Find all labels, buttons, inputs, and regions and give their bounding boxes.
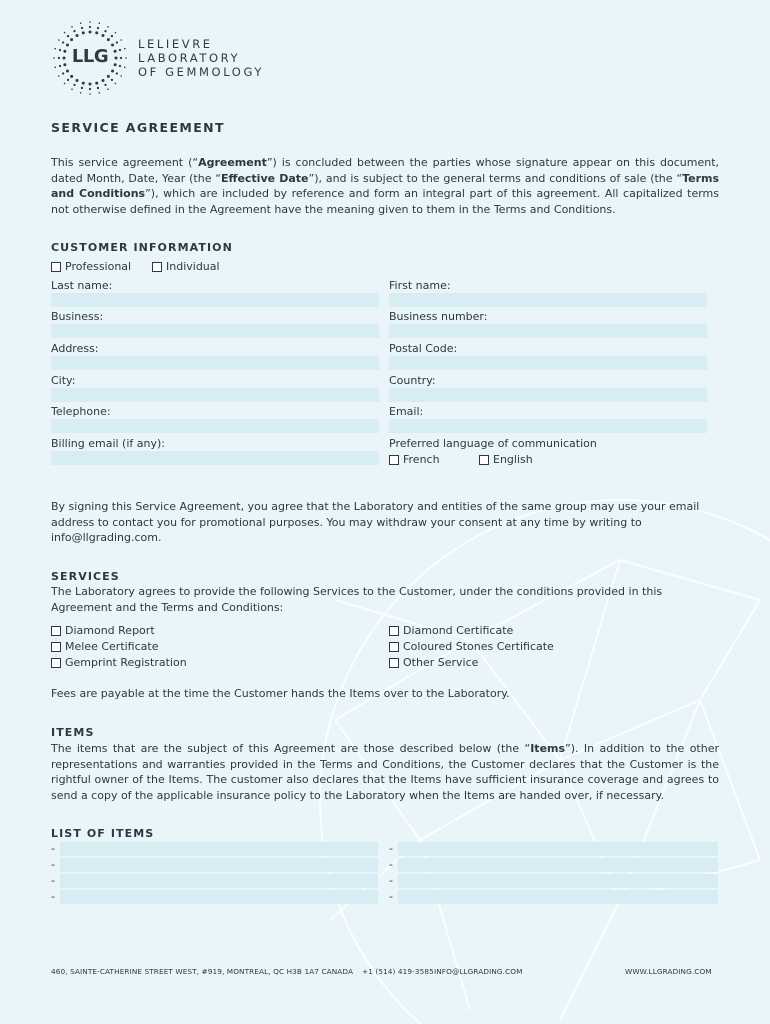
other-service-option[interactable] [389,656,478,669]
logo-dot [54,48,56,50]
last-name-field[interactable] [51,293,379,307]
business-number-label: Business number: [389,310,488,323]
logo-dot [62,41,64,43]
business-field[interactable] [51,324,379,338]
items-paragraph [51,741,719,803]
logo-dot [89,21,91,23]
item-dash: - [389,858,393,871]
telephone-label: Telephone: [51,405,111,418]
page-title: SERVICE AGREEMENT [51,120,225,135]
logo-dot [81,27,83,29]
item-dash: - [51,842,55,855]
logo-wordmark [138,37,264,79]
logo-dot [58,39,60,41]
logo-dot [80,92,82,94]
logo-dot [111,79,113,81]
logo-dot [102,34,105,37]
logo-dot [58,57,60,59]
logo-line-1: LELIEVRE [138,37,213,51]
country-field[interactable] [389,388,707,402]
logo-dot [82,31,85,34]
logo-dot [73,30,75,32]
logo-dot [116,72,118,74]
melee-certificate-option[interactable] [51,640,158,653]
logo-dot [95,31,98,34]
item-field-left-2[interactable] [60,858,378,872]
professional-checkbox[interactable] [51,262,61,272]
address-label: Address: [51,342,99,355]
footer-email[interactable]: INFO@LLGRADING.COM [434,967,523,976]
items-text-2: ”). In addition to the other representations and warranties provided in the Terms and Conditions, the Customer declares that the Customer is the rightful owner of the Items. The customer also declares that the Items have sufficient insurance coverage and agrees to send a copy of the applicable insurance policy to the Laboratory when the Items are handed over, if necessary. [51,742,719,802]
logo-dot [63,50,66,53]
item-field-right-1[interactable] [398,842,718,856]
customer-info-heading: CUSTOMER INFORMATION [51,241,233,254]
intro-text-4: ”), which are included by reference and form an integral part of this agreement. All capitalized terms not otherwise defined in the Agreement have the meaning given to them in the Terms and Conditions. [51,187,719,216]
diamond-certificate-checkbox[interactable] [389,626,399,636]
logo-dot [89,83,92,86]
logo-dot [59,65,61,67]
items-term: Items [530,742,566,755]
logo-dot [119,49,121,51]
logo-dot [115,83,117,85]
business-label: Business: [51,310,104,323]
logo-dot [104,30,106,32]
item-field-left-4[interactable] [60,890,378,904]
logo-dot [80,22,82,24]
english-label: English [493,453,533,466]
logo-dot [66,70,69,73]
item-dash: - [51,858,55,871]
logo-dot [114,50,117,53]
logo-dot [53,57,55,59]
logo-dot [120,57,122,59]
french-label: French [403,453,440,466]
diamond-report-label: Diamond Report [65,624,155,637]
logo-dot [54,67,56,69]
footer-website[interactable]: WWW.LLGRADING.COM [625,967,712,976]
logo-dot [107,38,110,41]
postal-code-label: Postal Code: [389,342,458,355]
english-option[interactable] [479,453,533,466]
logo-dot [70,38,73,41]
item-dash: - [51,890,55,903]
logo-dot [97,27,99,29]
logo-dot [124,48,126,50]
logo-dot [73,84,75,86]
logo-dot [95,82,98,85]
business-number-field[interactable] [389,324,707,338]
item-field-right-4[interactable] [398,890,718,904]
items-heading: ITEMS [51,726,95,739]
melee-certificate-checkbox[interactable] [51,642,61,652]
other-service-label: Other Service [403,656,479,669]
logo-dot [116,41,118,43]
city-field[interactable] [51,388,379,402]
telephone-field[interactable] [51,419,379,433]
logo-dot [66,44,69,47]
country-label: Country: [389,374,436,387]
logo-dot [59,49,61,51]
logo-dot [124,67,126,69]
diamond-report-option[interactable] [51,624,155,637]
logo-dot [67,79,69,81]
fees-note: Fees are payable at the time the Customer hands the Items over to the Laboratory. [51,687,510,700]
gemprint-registration-label: Gemprint Registration [65,656,187,669]
logo-dot [63,57,66,60]
logo-dot [64,32,66,34]
diamond-certificate-option[interactable] [389,624,513,637]
logo-dot [70,75,73,78]
logo-dot [125,57,127,59]
intro-text-1: This service agreement (“ [51,156,199,169]
logo-dot [111,70,114,73]
logo-dot [115,57,118,60]
item-dash: - [389,890,393,903]
logo-dot [97,87,99,89]
logo-dot [63,63,66,66]
footer-address: 460, SAINTE-CATHERINE STREET WEST, #919, MONTREAL, QC H3B 1A7 CANADA [51,967,354,976]
logo-dot [120,75,122,77]
effective-date-term: Effective Date [221,171,309,185]
coloured-stones-certificate-checkbox[interactable] [389,642,399,652]
coloured-stones-certificate-option[interactable] [389,640,554,653]
item-dash: - [389,874,393,887]
french-option[interactable] [389,453,440,466]
logo-dot [99,92,101,94]
logo-dot [115,32,117,34]
item-dash: - [51,874,55,887]
logo-dot [71,26,73,28]
professional-option[interactable] [51,260,131,273]
logo-line-3: OF GEMMOLOGY [138,65,265,79]
logo-dot [81,87,83,89]
logo-dot [89,88,91,90]
logo-dot [120,39,122,41]
footer-phone: +1 (514) 419-3585 [362,967,434,976]
address-field[interactable] [51,356,379,370]
postal-code-field[interactable] [389,356,707,370]
logo-line-2: LABORATORY [138,51,241,65]
logo-dot [119,65,121,67]
first-name-label: First name: [389,279,451,292]
billing-email-label: Billing email (if any): [51,437,165,450]
logo-dot [89,31,92,34]
logo-dot [62,72,64,74]
list-of-items-heading: LIST OF ITEMS [51,827,155,840]
other-service-checkbox[interactable] [389,658,399,668]
logo-mark: LLG [71,46,109,67]
french-checkbox[interactable] [389,455,399,465]
logo-dot [102,79,105,82]
last-name-label: Last name: [51,279,113,292]
logo-dot [107,75,110,78]
gemprint-registration-checkbox[interactable] [51,658,61,668]
terms-term: Terms and Conditions [51,171,719,200]
item-field-right-2[interactable] [398,858,718,872]
logo-dot [89,93,91,95]
services-intro: The Laboratory agrees to provide the following Services to the Customer, under the conditions provided in this Agreement and the Terms and Conditions: [51,585,663,614]
logo-dot [64,83,66,85]
logo-dot [67,35,69,37]
item-dash: - [389,842,393,855]
email-field[interactable] [389,419,707,433]
diamond-report-checkbox[interactable] [51,626,61,636]
logo-dot [111,35,113,37]
consent-paragraph: By signing this Service Agreement, you agree that the Laboratory and entities of the same group may use your email address to contact you for promotional purposes. You may withdraw your consent at any time by writing to info@llgrading.com. [51,500,700,544]
item-field-left-1[interactable] [60,842,378,856]
individual-checkbox[interactable] [152,262,162,272]
item-field-left-3[interactable] [60,874,378,888]
logo-dot [107,26,109,28]
intro-text-2: ”) is concluded between the parties whose signature appear on this document, dated Month, Date, Year (the “ [51,156,720,185]
english-checkbox[interactable] [479,455,489,465]
billing-email-field[interactable] [51,451,379,465]
logo-dot [76,34,79,37]
logo-dot [71,88,73,90]
first-name-field[interactable] [389,293,707,307]
agreement-term: Agreement [198,156,267,169]
individual-label: Individual [166,260,220,273]
logo-dot [114,63,117,66]
intro-paragraph [51,155,719,217]
logo-dot [99,22,101,24]
logo-dot [76,79,79,82]
melee-certificate-label: Melee Certificate [65,640,159,653]
items-text-1: The items that are the subject of this Agreement are those described below (the “ [51,742,531,755]
logo-dot [82,82,85,85]
logo-dot [89,26,91,28]
diamond-certificate-label: Diamond Certificate [403,624,514,637]
individual-option[interactable] [152,260,220,273]
logo-dot [107,88,109,90]
services-heading: SERVICES [51,570,120,583]
professional-label: Professional [65,260,132,273]
logo-dot [104,84,106,86]
item-field-right-3[interactable] [398,874,718,888]
coloured-stones-certificate-label: Coloured Stones Certificate [403,640,554,653]
city-label: City: [51,374,76,387]
logo-dot [111,44,114,47]
gemprint-registration-option[interactable] [51,656,187,669]
language-label: Preferred language of communication [389,437,597,450]
intro-text-3: ”), and is subject to the general terms and conditions of sale (the “ [308,171,683,185]
email-label: Email: [389,405,424,418]
logo-dot [58,75,60,77]
